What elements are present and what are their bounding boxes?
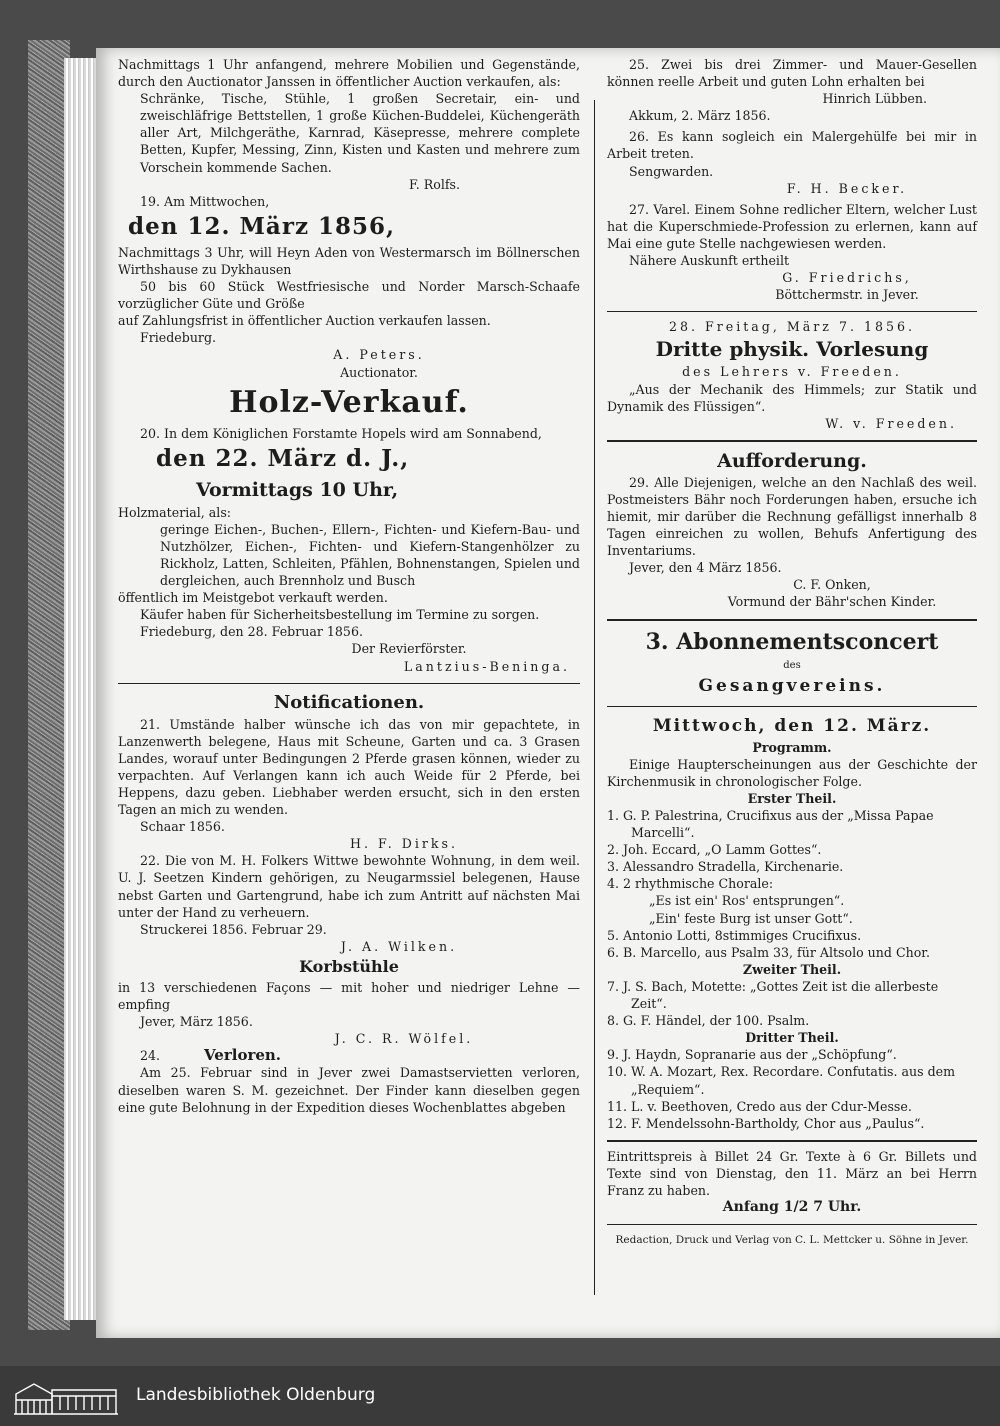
ad-19-signature: A. Peters. (333, 347, 425, 363)
ad-21-body: 21. Umstände halber wünsche ich das von mir gepachtete, in Lanzenwerth belegene, Haus mit Scheune, Garten und ca. 3 Grasen Landes, worauf unter Bedingungen 2 Pferde grasen können, wieder zu verpachten. Auf Verlangen kann ich auch Weide für 2 Pferde, bei Heppens, dazu geben. Liebhaber werden ersucht, sich in den ersten Tagen an mich zu wenden. (118, 716, 580, 818)
left-column (118, 56, 580, 1116)
section-rule (607, 311, 977, 312)
ad-20-signature: Lantzius-Beninga. (403, 658, 570, 674)
ad-23-signature: J. C. R. Wölfel. (334, 1031, 474, 1047)
library-name: Landesbibliothek Oldenburg (136, 1385, 376, 1405)
ad-20-intro: 20. In dem Königlichen Forstamte Hopels wird am Sonnabend, (140, 425, 542, 441)
column-divider (594, 100, 595, 1295)
concert-society: Gesangvereins. (698, 675, 886, 696)
aufforderung-heading: Aufforderung. (717, 449, 867, 472)
ad-20-role: Der Revierförster. (351, 641, 467, 657)
section-rule (607, 619, 977, 621)
ad-19-date: den 12. März 1856, (128, 212, 396, 240)
ad-22-signature: J. A. Wilken. (340, 938, 458, 954)
ad-28-date: 28. Freitag, März 7. 1856. (668, 319, 916, 335)
program-item: 4. 2 rhythmische Chorale: (607, 876, 774, 892)
ad-19-number: 19. Am Mittwochen, (140, 193, 270, 209)
program-subitem: „Es ist ein' Ros' entsprungen“. (649, 893, 845, 909)
ad-25-body: 25. Zwei bis drei Zimmer- und Mauer-Gesellen können reelle Arbeit und guten Lohn erhalten bei (607, 57, 977, 90)
ad-19-body: Nachmittags 3 Uhr, will Heyn Aden von Westermarsch im Böllnerschen Wirthshause zu Dykhausen (118, 244, 580, 277)
ad-19-goods: 50 bis 60 Stück Westfriesische und Norder Marsch-Schaafe vorzüglicher Güte und Größe (118, 279, 580, 312)
program-item: 5. Antonio Lotti, 8stimmiges Crucifixus. (607, 927, 862, 943)
program-item: 3. Alessandro Stradella, Kirchenarie. (607, 859, 844, 875)
ad-19-place: Friedeburg. (140, 330, 217, 346)
program-item: 10. W. A. Mozart, Rex. Recordare. Confutatis. aus dem „Requiem“. (607, 1064, 956, 1097)
program-item: 11. L. v. Beethoven, Credo aus der Cdur-Messe. (607, 1098, 912, 1114)
ad-auction-intro: Nachmittags 1 Uhr anfangend, mehrere Mobilien und Gegenstände, durch den Auctionator Janssen in öffentlicher Auction verkaufen, als: (118, 57, 580, 90)
ad-26-place: Sengwarden. (629, 163, 714, 179)
ad-27-body: 27. Varel. Einem Sohne redlicher Eltern, welcher Lust hat die Kuperschmiede-Profession zu erlernen, kann auf Mai eine gute Stelle nachgewiesen werden. (607, 201, 977, 251)
ad-23-date-place: Jever, März 1856. (140, 1014, 253, 1030)
ad-26-signature: F. H. Becker. (786, 180, 908, 196)
ad-20-date: den 22. März d. J., (156, 444, 410, 472)
concert-heading: 3. Abonnementsconcert (645, 628, 939, 655)
ad-19-role: Auctionator. (340, 364, 418, 380)
ad-19-terms: auf Zahlungsfrist in öffentlicher Auction verkaufen lassen. (118, 313, 491, 329)
ad-20-material-label: Holzmaterial, als: (118, 504, 232, 520)
vorlesung-heading: Dritte physik. Vorlesung (655, 337, 929, 362)
ad-27-info: Nähere Auskunft ertheilt (629, 253, 790, 269)
ad-22-body: 22. Die von M. H. Folkers Wittwe bewohnte Wohnung, in dem weil. U. J. Seetzen Kindern gehörigen, zu Neugarmssiel belegenen, Hause nebst Garten und Gartengrund, habe ich zum Antritt auf nächsten Mai unter der Hand zu verheuern. (118, 853, 580, 920)
ad-25-signature: Hinrich Lübben. (822, 91, 927, 107)
program-item: 9. J. Haydn, Sopranarie aus der „Schöpfung“. (607, 1047, 897, 1063)
ad-20-materials: geringe Eichen-, Buchen-, Ellern-, Fichten- und Kiefern-Bau- und Nutzhölzer, Eichen-, Fichten- und Kiefern-Stangenhölzer zu Rickholz, Latten, Schleiten, Pfählen, Bohnenstangen, Spielen und dergleichen, auch Brennholz und Busch (160, 521, 580, 589)
ad-21-place: Schaar 1856. (140, 819, 225, 835)
concert-programm: Programm. (752, 739, 832, 755)
ad-29-date-place: Jever, den 4 März 1856. (629, 560, 782, 576)
concert-start: Anfang 1/2 7 Uhr. (722, 1199, 862, 1216)
program-item: 6. B. Marcello, aus Psalm 33, für Altsolo und Chor. (607, 944, 930, 960)
program-item: 2. Joh. Eccard, „O Lamm Gottes“. (607, 842, 822, 858)
right-column (607, 56, 977, 1247)
program-subitem: „Ein' feste Burg ist unser Gott“. (649, 910, 853, 926)
concert-part-1: Erster Theil. (747, 790, 837, 806)
ad-29-signature: C. F. Onken, (793, 577, 871, 593)
holz-verkauf-heading: Holz-Verkauf. (229, 384, 469, 420)
section-rule (118, 683, 580, 684)
concert-part-2: Zweiter Theil. (742, 961, 842, 977)
section-rule (607, 440, 977, 442)
program-item: 7. J. S. Bach, Motette: „Gottes Zeit ist die allerbeste Zeit“. (607, 978, 939, 1012)
section-rule (607, 1224, 977, 1225)
section-rule (607, 1140, 977, 1142)
concert-admission: Eintrittspreis à Billet 24 Gr. Texte à 6 Gr. Billets und Texte sind von Dienstag, den 11. März an bei Herrn Franz zu haben. (607, 1148, 977, 1198)
concert-des: des (783, 659, 801, 671)
ad-22-date-place: Struckerei 1856. Februar 29. (140, 921, 327, 937)
notificationen-heading: Notificationen. (273, 691, 425, 713)
ad-24-body: Am 25. Februar sind in Jever zwei Damastservietten verloren, dieselben waren S. M. gezeichnet. Der Finder kann dieselben gegen eine gute Belohnung in der Expedition dieses Wochenblattes abgeben (118, 1065, 580, 1115)
ad-28-lecturer: des Lehrers v. Freeden. (682, 364, 902, 380)
ad-20-date-place: Friedeburg, den 28. Februar 1856. (140, 624, 363, 640)
ad-26-body: 26. Es kann sogleich ein Malergehülfe bei mir in Arbeit treten. (607, 129, 977, 162)
program-item: 8. G. F. Händel, der 100. Psalm. (607, 1013, 810, 1029)
ad-29-role: Vormund der Bähr'schen Kinder. (727, 594, 937, 610)
ad-20-time: Vormittags 10 Uhr, (196, 478, 399, 501)
ad-21-signature: H. F. Dirks. (349, 836, 458, 852)
ad-29-body: 29. Alle Diejenigen, welche an den Nachlaß des weil. Postmeisters Bähr noch Forderungen haben, ersuche ich hiemit, mir darüber die Rechnung gefälligst innerhalb 8 Tagen einreichen zu wollen, Behufs Anfertigung des Inventariums. (607, 474, 977, 559)
ad-23-body: in 13 verschiedenen Façons — mit hoher und niedriger Lehne — empfing (118, 979, 580, 1013)
ad-auction-signature: F. Rolfs. (408, 176, 460, 192)
ad-27-address: Böttchermstr. in Jever. (775, 287, 919, 303)
ad-28-signature: W. v. Freeden. (825, 415, 957, 431)
korbstuehle-heading: Korbstühle (299, 956, 399, 976)
ad-24-heading (118, 1047, 580, 1064)
section-rule (607, 706, 977, 707)
concert-part-3: Dritter Theil. (745, 1030, 839, 1046)
concert-date: Mittwoch, den 12. März. (652, 715, 932, 736)
verloren-heading: Verloren. (204, 1046, 282, 1065)
ad-27-signature: G. Friedrichs, (782, 270, 912, 286)
ad-28-topic: „Aus der Mechanik des Himmels; zur Statik und Dynamik des Flüssigen“. (607, 381, 977, 414)
ad-20-security: Käufer haben für Sicherheitsbestellung im Termine zu sorgen. (140, 607, 540, 623)
library-footer (0, 1366, 1000, 1426)
ad-24-number: 24. (140, 1048, 161, 1064)
ad-25-date-place: Akkum, 2. März 1856. (629, 108, 771, 124)
concert-intro: Einige Haupterscheinungen aus der Geschichte der Kirchenmusik in chronologischer Folge. (607, 756, 977, 789)
program-item: 1. G. P. Palestrina, Crucifixus aus der „Missa Papae Marcelli“. (607, 808, 934, 841)
ad-20-sale: öffentlich im Meistgebot verkauft werden. (118, 590, 388, 606)
library-building-icon (12, 1380, 122, 1416)
ad-auction-items: Schränke, Tische, Stühle, 1 großen Secretair, ein- und zweischläfrige Bettstellen, 1 große Küchen-Buddelei, Küchengeräth aller Art, Milchgeräthe, Karnrad, Käsepresse, mehrere complete Betten, Kupfer, Messing, Zinn, Kisten und Kasten und mehrere zum Vorschein kommende Sachen. (140, 91, 580, 175)
imprint: Redaction, Druck und Verlag von C. L. Mettcker u. Söhne in Jever. (615, 1234, 969, 1247)
program-item: 12. F. Mendelssohn-Bartholdy, Chor aus „Paulus“. (607, 1115, 925, 1131)
